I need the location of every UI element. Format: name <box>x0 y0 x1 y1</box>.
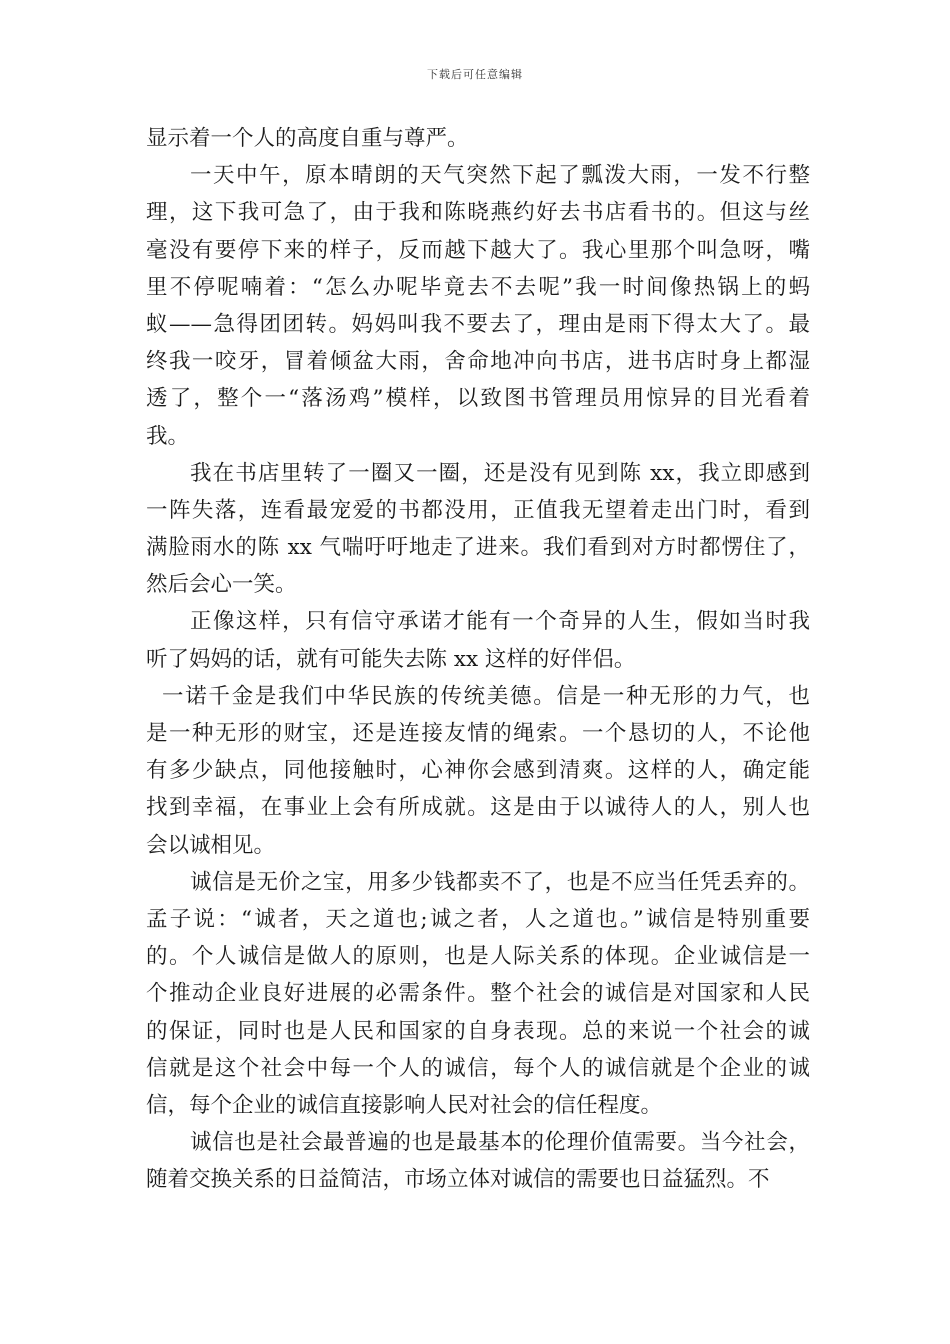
text-line: 一阵失落，连看最宠爱的书都没用，正值我无望着走出门时，看到 <box>146 497 810 523</box>
text-line: 会以诚相见。 <box>146 832 276 858</box>
text-line: 一诺千金是我们中华民族的传统美德。信是一种无形的力气，也 <box>162 683 810 709</box>
text-line: 孟子说：“诚者，天之道也;诚之者，人之道也。”诚信是特别重要 <box>146 906 810 932</box>
text-line: 显示着一个人的高度自重与尊严。 <box>146 126 469 151</box>
text-line: 毫没有要停下来的样子，反而越下越大了。我心里那个叫急呀，嘴 <box>146 237 810 263</box>
text-line: 正像这样，只有信守承诺才能有一个奇异的人生，假如当时我 <box>190 609 810 635</box>
text-line: 随着交换关系的日益简洁，市场立体对诚信的需要也日益猛烈。不 <box>146 1167 770 1193</box>
text-line: 听了妈妈的话，就有可能失去陈 xx 这样的好伴侣。 <box>146 646 636 672</box>
text-line: 然后会心一笑。 <box>146 572 297 598</box>
text-line: 的。个人诚信是做人的原则，也是人际关系的体现。企业诚信是一 <box>146 944 810 970</box>
text-line: 我在书店里转了一圈又一圈，还是没有见到陈 xx，我立即感到 <box>190 460 810 486</box>
paragraph <box>146 455 810 604</box>
text-line: 一天中午，原本晴朗的天气突然下起了瓢泼大雨，一发不行整 <box>190 163 810 189</box>
text-line: 诚信也是社会最普遍的也是最基本的伦理价值需要。当今社会， <box>190 1130 810 1156</box>
paragraph <box>146 120 810 157</box>
document-body <box>146 120 810 1198</box>
text-line: 个推动企业良好进展的必需条件。整个社会的诚信是对国家和人民 <box>146 981 810 1007</box>
text-line: 透了，整个一“落汤鸡”模样，以致图书管理员用惊异的目光看着 <box>146 386 810 412</box>
text-line: 理，这下我可急了，由于我和陈晓燕约好去书店看书的。但这与丝 <box>146 200 810 226</box>
paragraph <box>146 864 810 1124</box>
text-line: 里不停呢喃着：“怎么办呢毕竟去不去呢”我一时间像热锅上的蚂 <box>146 274 810 300</box>
text-line: 的保证，同时也是人民和国家的自身表现。总的来说一个社会的诚 <box>146 1018 810 1044</box>
text-line: 信就是这个社会中每一个人的诚信，每个人的诚信就是个企业的诚 <box>146 1055 810 1081</box>
paragraph <box>146 603 810 677</box>
paragraph <box>146 157 810 455</box>
text-line: 有多少缺点，同他接触时，心神你会感到清爽。这样的人，确定能 <box>146 758 810 784</box>
paragraph <box>146 1124 810 1198</box>
page-header: 下载后可任意编辑 <box>427 68 523 81</box>
text-line: 是一种无形的财宝，还是连接友情的绳索。一个恳切的人，不论他 <box>146 721 810 746</box>
text-line: 找到幸福，在事业上会有所成就。这是由于以诚待人的人，别人也 <box>146 795 810 821</box>
text-line: 蚁——急得团团转。妈妈叫我不要去了，理由是雨下得太大了。最 <box>146 311 810 337</box>
text-line: 终我一咬牙，冒着倾盆大雨，舍命地冲向书店，进书店时身上都湿 <box>146 349 810 375</box>
text-line: 我。 <box>146 423 190 449</box>
paragraph <box>146 678 810 864</box>
text-line: 诚信是无价之宝，用多少钱都卖不了，也是不应当任凭丢弃的。 <box>190 869 810 895</box>
text-line: 信，每个企业的诚信直接影响人民对社会的信任程度。 <box>146 1092 663 1118</box>
text-line: 满脸雨水的陈 xx 气喘吁吁地走了进来。我们看到对方时都愣住了， <box>146 535 810 561</box>
